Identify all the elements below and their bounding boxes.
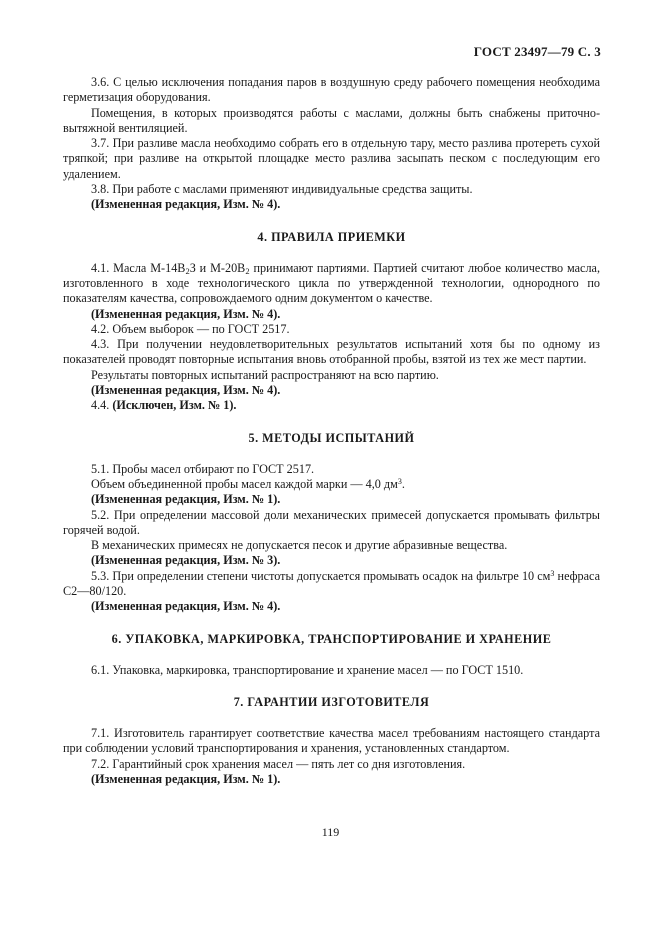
paragraph-3-6: 3.6. С целью исключения попадания паров в воздушную среду рабочего помещения необходима герметизация оборудования. (63, 75, 600, 105)
paragraph-4-1: 4.1. Масла $М-14В_2З$ и $М-20В_2$ принимают партиями. Партией считают любое количество масла, изготовленного в ходе технологического цикла по утвержденной технологии, однородного по показателям качества, сопровождаемого одним документом о качестве. (63, 260, 601, 306)
section-title-5: 5. МЕТОДЫ ИСПЫТАНИЙ (248, 430, 415, 445)
paragraph-6-1: 6.1. Упаковка, маркировка, транспортирование и хранение масел — по ГОСТ 1510. (91, 662, 524, 677)
paragraph-3-7: 3.7. При разливе масла необходимо собрать его в отдельную тару, место разлива протереть сухой тряпкой; при разливе на открытой площадке место разлива засыпать песком с последующим его удалением. (63, 136, 600, 181)
paragraph-5-1-volume: Объем объединенной пробы масел каждой марки — 4,0 $дм^3$. (91, 476, 405, 491)
paragraph-5-3: 5.3. При определении степени чистоты допускается промывать осадок на фильтре 10 $см^3$ нефраса С2—80/120. (63, 568, 600, 599)
document-body (63, 75, 600, 787)
amendment-note: (Измененная редакция, Изм. № 4). (91, 383, 281, 398)
section-title-4: 4. ПРАВИЛА ПРИЕМКИ (257, 229, 406, 244)
section-title-7: 7. ГАРАНТИИ ИЗГОТОВИТЕЛЯ (233, 694, 430, 709)
amendment-note: (Измененная редакция, Изм. № 4). (91, 599, 281, 614)
amendment-note: (Измененная редакция, Изм. № 1). (91, 492, 281, 507)
paragraph-7-2: 7.2. Гарантийный срок хранения масел — пять лет со дня изготовления. (91, 756, 466, 771)
amendment-note: (Измененная редакция, Изм. № 1). (91, 771, 281, 786)
paragraph-7-1: 7.1. Изготовитель гарантирует соответствие качества масел требованиям настоящего стандарта при соблюдении условий транспортирования и хранения, установленных стандартом. (63, 725, 600, 756)
paragraph-3-6-ventilation: Помещения, в которых производятся работы с маслами, должны быть снабжены приточно-вытяжной вентиляцией. (63, 105, 600, 135)
document-header: ГОСТ 23497—79 С. 3 (473, 44, 601, 59)
paragraph-5-2-impurities: В механических примесях не допускается песок и другие абразивные вещества. (91, 538, 508, 553)
paragraph-5-2: 5.2. При определении массовой доли механических примесей допускается промывать фильтры горячей водой. (63, 507, 600, 537)
paragraph-3-8: 3.8. При работе с маслами применяют индивидуальные средства защиты. (91, 182, 473, 197)
amendment-note: (Измененная редакция, Изм. № 4). (91, 306, 281, 321)
paragraph-4-2: 4.2. Объем выборок — по ГОСТ 2517. (91, 321, 290, 336)
page-number: 119 (321, 825, 340, 839)
paragraph-4-3-results: Результаты повторных испытаний распространяют на всю партию. (91, 367, 439, 382)
amendment-note: (Измененная редакция, Изм. № 3). (91, 553, 281, 568)
paragraph-4-4: 4.4. (Исключен, Изм. № 1). (91, 398, 237, 413)
paragraph-5-1: 5.1. Пробы масел отбирают по ГОСТ 2517. (91, 461, 315, 476)
section-title-6: 6. УПАКОВКА, МАРКИРОВКА, ТРАНСПОРТИРОВАНИЕ И ХРАНЕНИЕ (111, 631, 552, 646)
amendment-note: (Измененная редакция, Изм. № 4). (91, 197, 281, 212)
paragraph-4-3: 4.3. При получении неудовлетворительных результатов испытаний хотя бы по одному из показателей проводят повторные испытания вновь отобранной пробы, взятой из тех же мест партии. (63, 337, 600, 367)
